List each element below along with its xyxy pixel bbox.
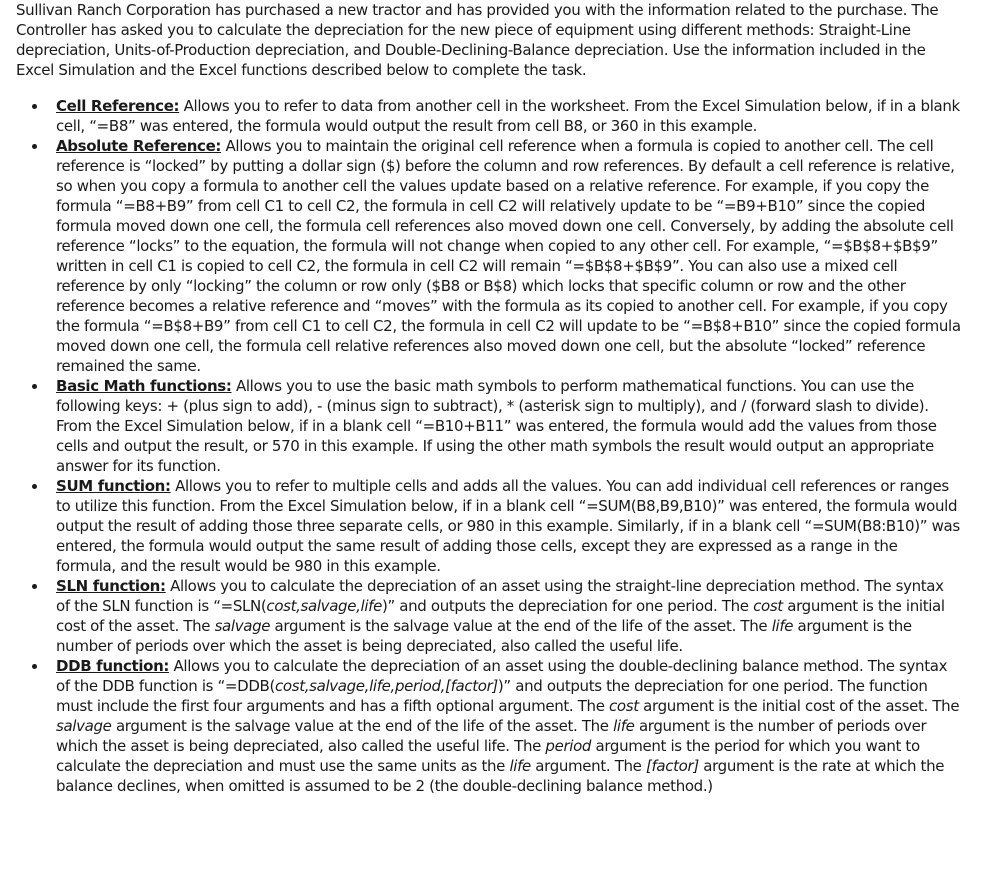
- bullet-icon: [32, 584, 37, 589]
- desc-arg: life: [613, 717, 635, 735]
- function-list: [16, 96, 994, 796]
- term-description: Allows you to maintain the original cell reference when a formula is copied to another cell. The cell reference is “locked” by putting a dollar sign ($) before the column and row references. By default a cell reference is relative, so when you copy a formula to another cell the values update based on a relative reference. For example, if you copy the formula “=B8+B9” from cell C1 to cell C2, the formula in cell C2 will relatively update to be “=B9+B10” since the copied formula moved down one cell, the formula cell references also moved down one cell. Conversely, by adding the absolute cell reference “locks” to the equation, the formula will not change when copied to any other cell. For example, “=$B$8+$B$9” written in cell C1 is copied to cell C2, the formula in cell C2 will remain “=$B$8+$B$9”. You can also use a mixed cell reference by only “locking” the column or row only ($B8 or B$8) which locks that specific column or row and the other reference becomes a relative reference and “moves” with the formula as its copied to another cell. For example, if you copy the formula “=B$8+B9” from cell C1 to cell C2, the formula in cell C2 will update to be “=B$8+B10” since the copied formula moved down one cell, the formula cell relative references also moved down one cell, but the absolute “locked” reference remained the same.: [56, 137, 961, 375]
- desc-arg: cost: [753, 597, 783, 615]
- term-label: Absolute Reference:: [56, 137, 222, 155]
- desc-arg: period: [545, 737, 592, 755]
- desc-arg: cost: [609, 697, 639, 715]
- desc-text: argument is the number of periods over which the asset is being depreciated, also called the useful life. The: [56, 717, 927, 755]
- term-label: Cell Reference:: [56, 97, 180, 115]
- term-label: SLN function:: [56, 577, 166, 595]
- desc-arg: cost,salvage,life: [266, 597, 382, 615]
- term-description: Allows you to refer to multiple cells and adds all the values. You can add individual cell references or ranges to utilize this function. From the Excel Simulation below, if in a blank cell “=SUM(B8,B9,B10)” was entered, the formula would output the result of adding those three separate cells, or 980 in this example. Similarly, if in a blank cell “=SUM(B8:B10)” was entered, the formula would output the same result of adding those cells, except they are expressed as a range in the formula, and the result would be 980 in this example.: [56, 477, 960, 575]
- desc-text: argument. The: [530, 757, 646, 775]
- list-item-sln-function: [16, 576, 961, 656]
- list-item-cell-reference: [16, 96, 961, 136]
- bullet-icon: [32, 384, 37, 389]
- term-description: [56, 577, 945, 655]
- desc-text: Allows you to calculate the depreciation of an asset using the double-declining balance method. The syntax of the DDB function is “=DDB(: [56, 657, 948, 695]
- desc-arg: [factor]: [645, 757, 699, 775]
- term-label: SUM function:: [56, 477, 171, 495]
- term-description: Allows you to use the basic math symbols to perform mathematical functions. You can use the following keys: + (plus sign to add), - (minus sign to subtract), * (asterisk sign to multiply), and / (forward slash to divide). From the Excel Simulation below, if in a blank cell “=B10+B11” was entered, the formula would add the values from those cells and output the result, or 570 in this example. If using the other math symbols the result would output an appropriate answer for its function.: [56, 377, 937, 475]
- term-description: Allows you to refer to data from another cell in the worksheet. From the Excel Simulation below, if in a blank cell, “=B8” was entered, the formula would output the result from cell B8, or 360 in this example.: [56, 97, 960, 135]
- term-description: [56, 657, 959, 795]
- desc-text: argument is the initial cost of the asset. The: [638, 697, 960, 715]
- desc-arg: cost,salvage,life,period,[factor]: [275, 677, 498, 695]
- desc-arg: salvage: [214, 617, 271, 635]
- desc-text: )” and outputs the depreciation for one period. The: [381, 597, 754, 615]
- desc-arg: life: [509, 757, 531, 775]
- desc-text: argument is the salvage value at the end of the life of the asset. The: [111, 717, 614, 735]
- list-item-absolute-reference: [16, 136, 961, 376]
- desc-text: argument is the rate at which the balance declines, when omitted is assumed to be 2 (the double-declining balance method.): [56, 757, 945, 795]
- desc-text: Allows you to calculate the depreciation of an asset using the straight-line depreciation method. The syntax of the SLN function is “=SLN(: [56, 577, 944, 615]
- list-item-sum-function: [16, 476, 961, 576]
- desc-text: argument is the period for which you want to calculate the depreciation and must use the same units as the: [56, 737, 920, 775]
- desc-text: argument is the salvage value at the end of the life of the asset. The: [270, 617, 772, 635]
- term-label: Basic Math functions:: [56, 377, 232, 395]
- list-item-basic-math: [16, 376, 961, 476]
- desc-arg: salvage: [56, 717, 112, 735]
- intro-paragraph: Sullivan Ranch Corporation has purchased a new tractor and has provided you with the information related to the purchase. The Controller has asked you to calculate the depreciation for the new piece of equipment using different methods: Straight-Line depreciation, Units-of-Production depreciation, and Double-Declining-Balance depreciation. Use the information included in the Excel Simulation and the Excel functions described below to complete the task.: [16, 1, 939, 79]
- term-label: DDB function:: [56, 657, 170, 675]
- bullet-icon: [32, 664, 37, 669]
- bullet-icon: [32, 104, 37, 109]
- bullet-icon: [32, 144, 37, 149]
- list-item-ddb-function: [16, 656, 961, 796]
- desc-arg: life: [771, 617, 794, 635]
- desc-text: )” and outputs the depreciation for one period. The function must include the first four arguments and has a fifth optional argument. The: [56, 677, 928, 715]
- bullet-icon: [32, 484, 37, 489]
- desc-text: argument is the number of periods over which the asset is being depreciated, also called the useful life.: [56, 617, 912, 655]
- desc-text: argument is the initial cost of the asset. The: [56, 597, 945, 635]
